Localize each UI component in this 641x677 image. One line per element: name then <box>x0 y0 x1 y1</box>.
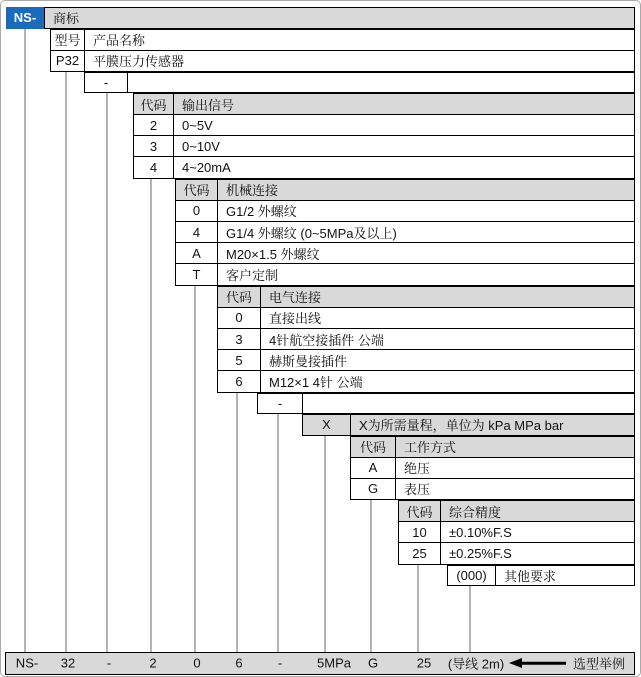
table-header-row <box>176 180 634 200</box>
separator2-row <box>257 393 635 415</box>
desc-cell: 绝压 <box>404 461 431 477</box>
code-cell: 2 <box>134 115 174 135</box>
table-row <box>134 135 634 156</box>
code-cell: 10 <box>399 522 441 542</box>
desc-cell: 客户定制 <box>226 267 279 283</box>
desc-cell: 直接出线 <box>269 311 322 327</box>
table-row <box>218 307 634 328</box>
table-row <box>176 242 634 263</box>
table-row <box>218 349 634 370</box>
table-row <box>134 156 634 177</box>
code-cell: 25 <box>399 543 441 563</box>
other-req-row <box>447 565 635 587</box>
example-value: 25 <box>416 655 432 671</box>
connector-line-brand <box>24 28 26 653</box>
model-code: P32 <box>51 51 85 71</box>
code-cell: A <box>351 458 396 478</box>
table-header-row <box>134 94 634 114</box>
code-cell: 6 <box>218 371 261 391</box>
range-row <box>302 414 635 436</box>
table-title-cell: 输出信号 <box>182 97 235 113</box>
connector-line-range <box>324 435 326 653</box>
code-cell: 5 <box>218 350 261 370</box>
code-cell: 3 <box>134 136 174 156</box>
desc-cell: ±0.10%F.S <box>449 524 512 540</box>
code-header-cell: 代码 <box>351 437 396 457</box>
code-cell: 4 <box>134 157 174 177</box>
accuracy-table <box>398 500 635 565</box>
separator1-row <box>84 72 635 94</box>
working-mode-table <box>350 436 635 501</box>
table-row <box>176 263 634 284</box>
range-desc-cell: X为所需量程，单位为 kPa MPa bar <box>359 418 564 434</box>
model-table <box>50 29 635 72</box>
connector-line-model <box>65 71 67 653</box>
table-title-cell: 电气连接 <box>269 290 322 306</box>
separator1-empty-cell <box>128 73 634 93</box>
example-value: 6 <box>235 655 243 671</box>
connector-line-mode <box>370 500 372 653</box>
table-header-row <box>351 437 634 457</box>
separator1-cell: - <box>85 73 128 93</box>
code-cell: G <box>351 479 396 499</box>
code-header-cell: 代码 <box>134 94 174 114</box>
example-value: G <box>367 655 379 671</box>
desc-cell: G1/2 外螺纹 <box>226 204 297 220</box>
separator2-empty-cell <box>303 394 634 414</box>
trademark-table <box>44 7 635 29</box>
desc-cell: 4~20mA <box>182 159 231 175</box>
desc-cell: 0~10V <box>182 138 220 154</box>
connector-line-output <box>150 178 152 653</box>
code-cell: A <box>176 243 218 263</box>
desc-cell: 表压 <box>404 482 431 498</box>
table-header-row <box>218 287 634 307</box>
desc-cell: 4针航空接插件 公端 <box>269 332 384 348</box>
table-row <box>351 457 634 478</box>
range-code-cell: X <box>303 415 351 435</box>
table-title-cell: 工作方式 <box>404 440 457 456</box>
table-title-cell: 机械连接 <box>226 183 279 199</box>
table-row <box>134 114 634 135</box>
table-title-cell: 综合精度 <box>449 504 502 520</box>
table-row <box>399 521 634 542</box>
desc-cell: 赫斯曼接插件 <box>269 353 348 369</box>
output-signal-table <box>133 93 635 179</box>
code-cell: 3 <box>218 329 261 349</box>
connector-line-mechanical <box>194 285 196 653</box>
example-value: - <box>277 655 283 671</box>
table-row <box>176 200 634 221</box>
code-cell: 4 <box>176 222 218 242</box>
table-row <box>218 370 634 391</box>
table-row <box>218 328 634 349</box>
example-label: 选型举例 <box>573 656 626 672</box>
example-value: 2 <box>149 655 157 671</box>
connector-line-accuracy <box>417 564 419 653</box>
trademark-cell: 商标 <box>53 11 80 27</box>
model-name: 平膜压力传感器 <box>93 54 185 69</box>
example-value: (导线 2m) <box>447 656 505 672</box>
example-bar <box>5 652 635 675</box>
example-value: 0 <box>193 655 201 671</box>
other-req-code-cell: (000) <box>448 566 496 586</box>
code-cell: T <box>176 264 218 284</box>
connector-line-separator2 <box>277 414 279 653</box>
table-row <box>351 478 634 499</box>
connector-line-separator1 <box>106 93 108 653</box>
code-header-cell: 代码 <box>176 180 218 200</box>
table-row <box>51 50 634 71</box>
connector-line-other <box>469 586 471 653</box>
table-row <box>51 30 634 50</box>
code-header-cell: 代码 <box>218 287 261 307</box>
desc-cell: M12×1 4针 公端 <box>269 374 363 390</box>
code-cell: 0 <box>218 308 261 328</box>
desc-cell: G1/4 外螺纹 (0~5MPa及以上) <box>226 225 397 241</box>
code-header-cell: 代码 <box>399 501 441 521</box>
model-code-header: 型号 <box>51 30 85 50</box>
brand-code-box: NS- <box>6 7 44 29</box>
desc-cell: M20×1.5 外螺纹 <box>226 246 320 262</box>
model-name-header: 产品名称 <box>93 33 146 48</box>
code-cell: 0 <box>176 201 218 221</box>
example-value: 5MPa <box>317 655 351 671</box>
example-value: - <box>106 655 112 671</box>
table-row <box>176 221 634 242</box>
left-arrow-icon <box>509 658 566 668</box>
mechanical-table <box>175 179 635 286</box>
table-header-row <box>399 501 634 521</box>
electrical-table <box>217 286 635 393</box>
example-value: NS- <box>15 655 39 671</box>
desc-cell: ±0.25%F.S <box>449 545 512 561</box>
separator2-cell: - <box>258 394 303 414</box>
table-row <box>399 542 634 563</box>
desc-cell: 0~5V <box>182 117 213 133</box>
connector-line-electrical <box>236 392 238 653</box>
other-req-desc-cell: 其他要求 <box>504 568 557 584</box>
example-value: 32 <box>60 655 76 671</box>
